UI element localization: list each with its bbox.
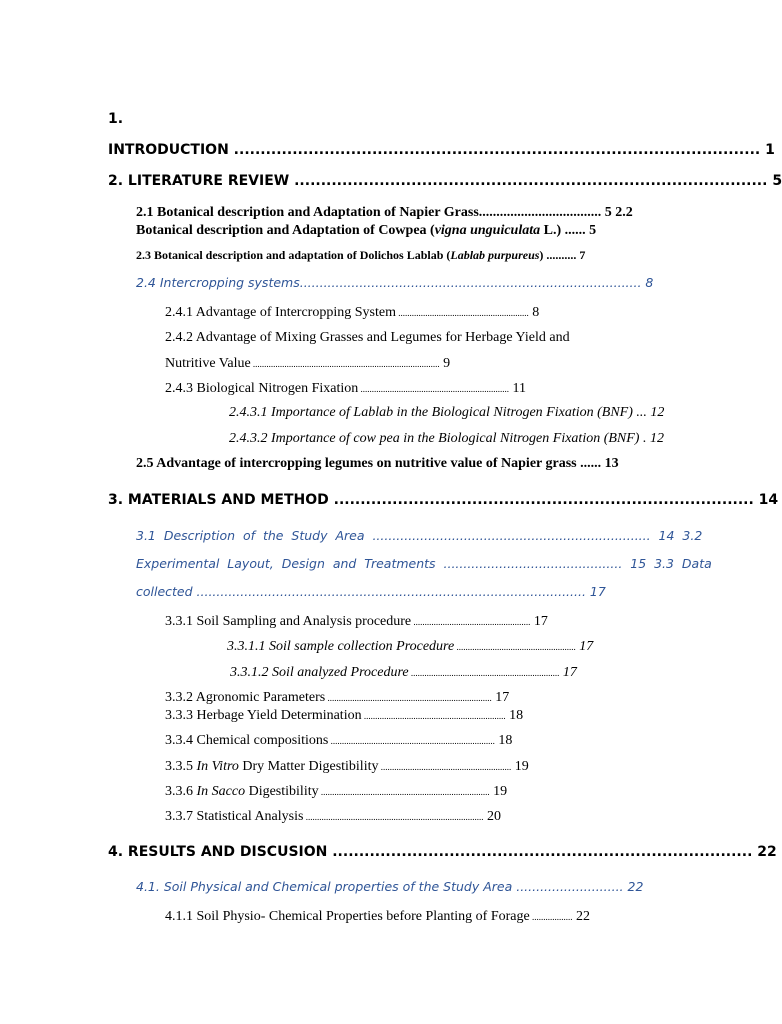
toc-page-number: 17 bbox=[575, 639, 594, 654]
toc-leader: ................................................................................................... bbox=[228, 142, 761, 158]
toc-entry-title: 2.4.2 Advantage of Mixing Grasses and Legumes for Herbage Yield and bbox=[165, 330, 570, 345]
toc-entry-italic: Lablab purpureus bbox=[450, 248, 540, 262]
toc-entry-2-4-2-cont[interactable] bbox=[165, 356, 450, 372]
toc-entry-4-1-1[interactable] bbox=[165, 909, 590, 925]
toc-leader: ......................................................................................... bbox=[289, 173, 768, 189]
toc-page-number: 17 bbox=[585, 584, 606, 599]
toc-page-number: 13 bbox=[601, 456, 619, 471]
toc-page-number: 12 bbox=[646, 431, 664, 446]
toc-entry-title: 4. RESULTS AND DISCUSION bbox=[108, 844, 328, 860]
toc-entry-3-3[interactable] bbox=[136, 584, 606, 599]
toc-entry-title: 3.3.4 Chemical compositions bbox=[165, 733, 329, 748]
toc-entry-3-3-7[interactable] bbox=[165, 809, 501, 825]
toc-entry-title: 2.4 Intercropping systems bbox=[136, 275, 300, 290]
toc-entry-2-1[interactable] bbox=[136, 205, 633, 221]
toc-entry-3-3-5[interactable] bbox=[165, 759, 529, 775]
toc-entry-italic: In Sacco bbox=[196, 784, 246, 799]
toc-entry-2-4-1[interactable] bbox=[165, 305, 539, 321]
toc-entry-title: collected bbox=[136, 584, 193, 599]
toc-page-number: 8 bbox=[641, 275, 654, 290]
toc-leader: .................................................................. bbox=[358, 384, 510, 394]
toc-entry-title: Nutritive Value bbox=[165, 356, 251, 371]
toc-entry-title: 2. LITERATURE REVIEW bbox=[108, 173, 290, 189]
toc-entry-materials-and-method[interactable] bbox=[108, 492, 778, 508]
toc-page-number: 22 bbox=[752, 844, 777, 860]
toc-leader: .................................................................................................. bbox=[192, 584, 586, 599]
toc-entry-title: 3.1 Description of the Study Area bbox=[136, 528, 365, 543]
toc-entry-3-3-1[interactable] bbox=[165, 614, 548, 630]
toc-leader: ...................................................................................... bbox=[299, 275, 642, 290]
toc-page-number: 18 bbox=[494, 733, 513, 748]
toc-entry-2-4-2[interactable] bbox=[165, 330, 570, 346]
toc-page-number: 14 3.2 bbox=[650, 528, 703, 543]
toc-leader: ... bbox=[632, 405, 647, 420]
toc-entry-title: Botanical description and Adaptation of Cowpea ( bbox=[136, 223, 435, 238]
toc-entry-title: 2.4.3 Biological Nitrogen Fixation bbox=[165, 381, 359, 396]
toc-entry-results-and-discusion[interactable] bbox=[108, 844, 777, 860]
toc-leader: ............................................................... bbox=[361, 711, 506, 721]
toc-entry-3-3-1-1[interactable] bbox=[227, 639, 593, 655]
toc-leader: .......................................................... bbox=[395, 308, 529, 318]
toc-leader: ............................................................................... bbox=[327, 844, 753, 860]
toc-leader: ............................................. bbox=[435, 556, 623, 571]
toc-page-number: 20 bbox=[483, 809, 501, 824]
toc-entry-title: 2.5 Advantage of intercropping legumes on nutritive value of Napier grass bbox=[136, 456, 577, 471]
toc-entry-title: Experimental Layout, Design and Treatments bbox=[136, 556, 436, 571]
toc-entry-4-1[interactable] bbox=[136, 879, 643, 894]
toc-entry-3-3-3[interactable] bbox=[165, 708, 523, 724]
toc-page-number: 12 bbox=[646, 405, 665, 420]
toc-entry-3-3-4[interactable] bbox=[165, 733, 512, 749]
toc-page-number: 22 bbox=[572, 909, 590, 924]
toc-leader: .................................................... bbox=[411, 617, 531, 627]
toc-entry-introduction[interactable] bbox=[108, 142, 775, 158]
toc-leader: ............................................................................... bbox=[328, 492, 754, 508]
toc-entry-italic: vigna unguiculata bbox=[434, 223, 541, 238]
toc-page-number: 9 bbox=[439, 356, 451, 371]
toc-page-number: 19 bbox=[511, 759, 529, 774]
toc-leader: ...... bbox=[576, 456, 602, 471]
toc-page-number: 1 bbox=[760, 142, 775, 158]
toc-entry-2-4-3[interactable] bbox=[165, 381, 526, 397]
chapter-1-number: 1. bbox=[108, 111, 124, 127]
toc-entry-title: 3.3.1.1 Soil sample collection Procedure bbox=[227, 639, 455, 654]
toc-leader: ................................... bbox=[478, 205, 602, 220]
toc-entry-italic: In Vitro bbox=[196, 759, 239, 774]
toc-entry-2-4[interactable] bbox=[136, 275, 653, 290]
toc-entry-2-4-3-2[interactable] bbox=[229, 431, 664, 447]
toc-entry-2-2[interactable] bbox=[136, 223, 596, 239]
toc-entry-title: 3.3.1 Soil Sampling and Analysis procedure bbox=[165, 614, 412, 629]
toc-entry-title: 2.4.1 Advantage of Intercropping System bbox=[165, 305, 396, 320]
toc-entry-title: 2.1 Botanical description and Adaptation of Napier Grass bbox=[136, 205, 479, 220]
toc-entry-title: 3.3.2 Agronomic Parameters bbox=[165, 690, 326, 705]
toc-page-number: 15 3.3 Data bbox=[622, 556, 712, 571]
toc-entry-literature-review[interactable] bbox=[108, 173, 782, 189]
toc-leader: ........................................................................... bbox=[318, 787, 490, 797]
toc-entry-2-5[interactable] bbox=[136, 456, 619, 472]
toc-entry-3-3-2[interactable] bbox=[165, 690, 509, 706]
toc-entry-3-3-6[interactable] bbox=[165, 784, 507, 800]
toc-entry-tail: Dry Matter Digestibility bbox=[238, 759, 379, 774]
toc-entry-title: 3.3.3 Herbage Yield Determination bbox=[165, 708, 362, 723]
toc-entry-title: 3.3.1.2 Soil analyzed Procedure bbox=[230, 665, 409, 680]
toc-page-number: 8 bbox=[528, 305, 540, 320]
toc-page-number: 5 bbox=[767, 173, 782, 189]
toc-entry-title: 2.4.3.1 Importance of Lablab in the Biological Nitrogen Fixation (BNF) bbox=[229, 405, 633, 420]
toc-entry-title: 2.4.3.2 Importance of cow pea in the Biological Nitrogen Fixation (BNF) bbox=[229, 431, 640, 446]
toc-page-number: 17 bbox=[491, 690, 510, 705]
toc-entry-title: 4.1.1 Soil Physio- Chemical Properties before Planting of Forage bbox=[165, 909, 530, 924]
toc-entry-title: 4.1. Soil Physical and Chemical properties of the Study Area bbox=[136, 879, 513, 894]
toc-page-number: 17 bbox=[530, 614, 548, 629]
toc-page-number: 11 bbox=[509, 381, 526, 396]
toc-leader: ............................................................................... bbox=[303, 812, 484, 822]
toc-leader: .................. bbox=[529, 912, 573, 922]
toc-page-number: 5 2.2 bbox=[601, 205, 633, 220]
toc-page-number: 18 bbox=[505, 708, 524, 723]
toc-entry-title: 3.3.6 bbox=[165, 784, 197, 799]
toc-entry-title: 2.3 Botanical description and adaptation of Dolichos Lablab ( bbox=[136, 248, 451, 262]
toc-entry-3-3-1-2[interactable] bbox=[230, 665, 577, 681]
toc-entry-3-1[interactable] bbox=[136, 528, 702, 543]
toc-leader: ......................................................................... bbox=[328, 736, 495, 746]
toc-leader: ........................... bbox=[512, 879, 624, 894]
toc-leader: ..................................................... bbox=[454, 642, 576, 652]
toc-entry-2-3[interactable] bbox=[136, 248, 585, 263]
toc-page-number: 22 bbox=[623, 879, 644, 894]
toc-leader: .................................................................. bbox=[408, 668, 560, 678]
toc-page-number: 17 bbox=[559, 665, 577, 680]
toc-leader: ................................................................................... bbox=[250, 359, 440, 369]
toc-entry-title: 3.3.5 bbox=[165, 759, 197, 774]
toc-page-number: 19 bbox=[489, 784, 508, 799]
toc-leader: ......................................................................... bbox=[325, 693, 492, 703]
toc-page-number: 14 bbox=[753, 492, 779, 508]
toc-entry-title: 3.3.7 Statistical Analysis bbox=[165, 809, 304, 824]
toc-leader: .......................................................... bbox=[378, 762, 512, 772]
toc-leader: . bbox=[639, 431, 647, 446]
toc-entry-3-2[interactable] bbox=[136, 556, 712, 571]
toc-entry-title: 3. MATERIALS AND METHOD bbox=[108, 492, 329, 508]
toc-entry-tail: ) .......... 7 bbox=[539, 248, 586, 262]
toc-entry-tail: L.) ...... 5 bbox=[540, 223, 597, 238]
toc-entry-2-4-3-1[interactable] bbox=[229, 405, 664, 421]
toc-entry-tail: Digestibility bbox=[245, 784, 319, 799]
toc-entry-title: INTRODUCTION bbox=[108, 142, 229, 158]
toc-leader: ...................................................................... bbox=[364, 528, 651, 543]
